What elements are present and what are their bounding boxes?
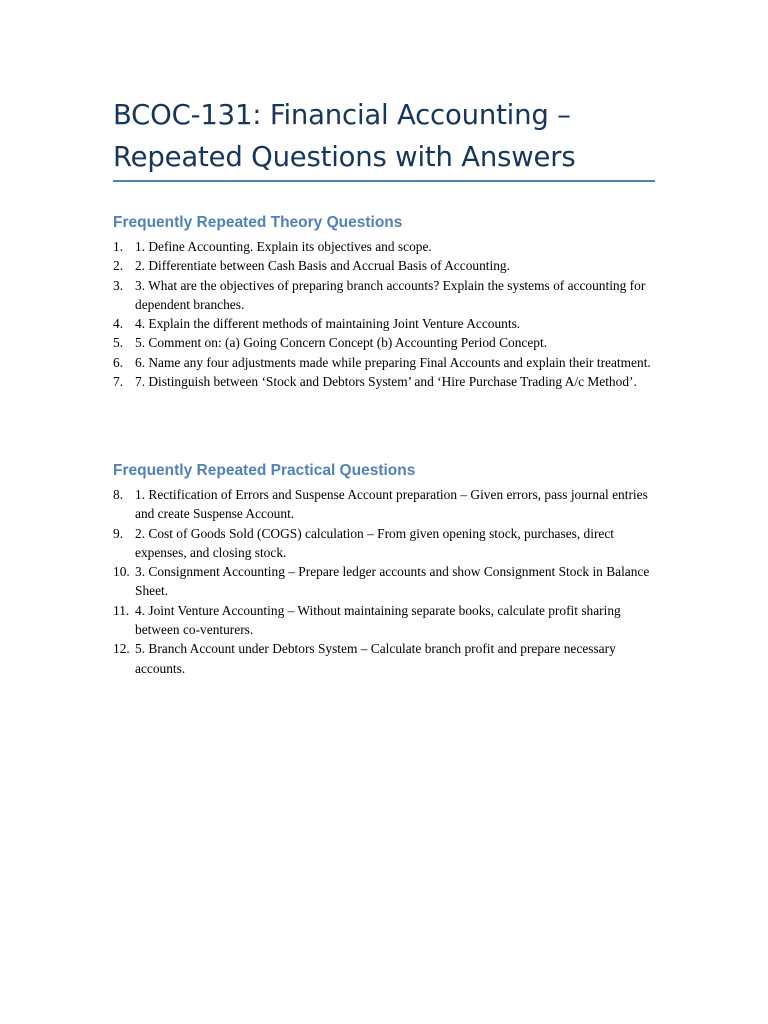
question-item <box>113 485 655 524</box>
question-text: 7. Distinguish between ‘Stock and Debtors System’ and ‘Hire Purchase Trading A/c Method’. <box>135 374 637 390</box>
question-text: 2. Differentiate between Cash Basis and Accrual Basis of Accounting. <box>135 258 510 274</box>
question-number: 2. <box>113 258 124 274</box>
question-item <box>113 314 655 333</box>
question-number: 7. <box>113 374 124 390</box>
question-item <box>113 333 655 352</box>
question-item <box>113 524 655 563</box>
question-text: 6. Name any four adjustments made while preparing Final Accounts and explain their treatment. <box>135 354 651 370</box>
question-text: 2. Cost of Goods Sold (COGS) calculation – From given opening stock, purchases, direct expenses, and closing stock. <box>135 525 615 560</box>
question-number: 5. <box>113 335 124 351</box>
document-title-line-1: BCOC-131: Financial Accounting – <box>113 99 571 131</box>
practical-section-heading: Frequently Repeated Practical Questions <box>113 462 416 479</box>
title-underline <box>113 180 655 182</box>
question-text: 5. Comment on: (a) Going Concern Concept (b) Accounting Period Concept. <box>135 335 548 351</box>
question-item <box>113 256 655 275</box>
question-item <box>113 353 655 372</box>
question-item <box>113 372 655 391</box>
question-text: 1. Rectification of Errors and Suspense Account preparation – Given errors, pass journal entries and create Suspense Account. <box>135 487 648 522</box>
question-item <box>113 601 655 640</box>
question-text: 1. Define Accounting. Explain its objectives and scope. <box>135 239 432 254</box>
question-text: 4. Explain the different methods of maintaining Joint Venture Accounts. <box>135 316 521 332</box>
question-number: 12. <box>113 641 130 657</box>
question-text: 3. Consignment Accounting – Prepare ledger accounts and show Consignment Stock in Balance Sheet. <box>135 564 650 599</box>
question-item <box>113 237 655 256</box>
practical-question-list <box>113 485 655 678</box>
question-item <box>113 639 655 678</box>
question-item <box>113 276 655 315</box>
question-number: 11. <box>113 602 130 618</box>
question-text: 3. What are the objectives of preparing branch accounts? Explain the systems of accounting for dependent branches. <box>135 277 646 312</box>
theory-section-heading: Frequently Repeated Theory Questions <box>113 214 403 231</box>
document-title-line-2: Repeated Questions with Answers <box>113 141 576 173</box>
question-text: 4. Joint Venture Accounting – Without maintaining separate books, calculate profit sharing between co-venturers. <box>135 602 621 638</box>
question-number: 4. <box>113 316 124 332</box>
question-number: 8. <box>113 487 124 502</box>
document-title <box>113 94 655 178</box>
question-item <box>113 562 655 601</box>
question-number: 10. <box>113 564 130 580</box>
question-text: 5. Branch Account under Debtors System – Calculate branch profit and prepare necessary accounts. <box>135 641 616 676</box>
question-number: 3. <box>113 277 124 293</box>
question-number: 1. <box>113 239 124 254</box>
question-number: 9. <box>113 525 124 541</box>
theory-question-list <box>113 237 655 391</box>
question-number: 6. <box>113 354 124 370</box>
